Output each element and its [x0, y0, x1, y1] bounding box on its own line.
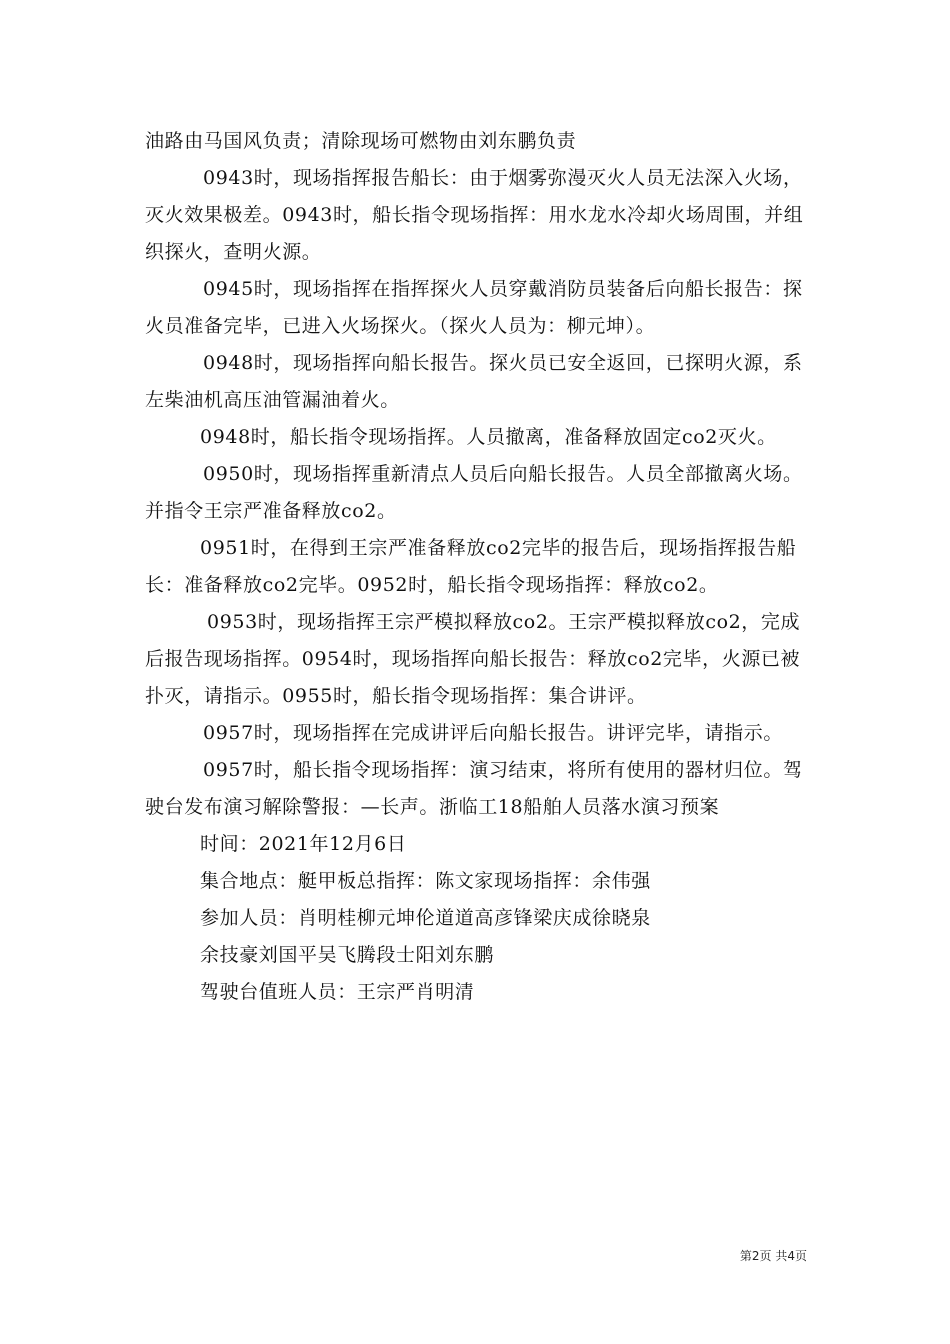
- meta-participants-continued: 余技豪刘国平吴飞腾段士阳刘东鹏: [200, 944, 495, 966]
- meta-participants: 参加人员：肖明桂柳元坤伦道道高彦锋梁庆成徐晓泉: [200, 907, 651, 929]
- paragraph-0945: 0945时，现场指挥在指挥探火人员穿戴消防员装备后向船长报告：探火员准备完毕，已进入火场探火。（探火人员为：柳元坤）。: [145, 278, 803, 337]
- paragraph-0948-report: 0948时，现场指挥向船长报告。探火员已安全返回，已探明火源，系左柴油机高压油管漏油着火。: [145, 352, 803, 411]
- paragraph-0957-order: 0957时，船长指令现场指挥：演习结束，将所有使用的器材归位。驾驶台发布演习解除警报：—长声。浙临工18船舶人员落水演习预案: [145, 759, 803, 818]
- meta-time: 时间：2021年12月6日: [200, 833, 407, 855]
- paragraph-0957-report: 0957时，现场指挥在完成讲评后向船长报告。讲评完毕，请指示。: [203, 722, 783, 744]
- meta-location: 集合地点：艇甲板总指挥：陈文家现场指挥：余伟强: [200, 870, 651, 892]
- paragraph-0951: 0951时，在得到王宗严准备释放co2完毕的报告后，现场指挥报告船长：准备释放co2完毕。0952时，船长指令现场指挥：释放co2。: [145, 537, 797, 596]
- paragraph-0953: 0953时，现场指挥王宗严模拟释放co2。王宗严模拟释放co2，完成后报告现场指挥。0954时，现场指挥向船长报告：释放co2完毕，火源已被扑灭，请指示。0955时，船长指令现场指挥：集合讲评。: [145, 611, 801, 707]
- paragraph-0943: 0943时，现场指挥报告船长：由于烟雾弥漫灭火人员无法深入火场，灭火效果极差。0943时，船长指令现场指挥：用水龙水冷却火场周围，并组织探火，查明火源。: [145, 167, 804, 263]
- paragraph-0950: 0950时，现场指挥重新清点人员后向船长报告。人员全部撤离火场。并指令王宗严准备释放co2。: [145, 463, 803, 522]
- paragraph-0948-order: 0948时，船长指令现场指挥。人员撤离，准备释放固定co2灭火。: [200, 426, 777, 448]
- paragraph-continued: 油路由马国风负责；清除现场可燃物由刘东鹏负责: [145, 130, 577, 152]
- document-body: [145, 123, 810, 1011]
- page-number: 第2页 共4页: [739, 1249, 807, 1263]
- meta-bridge-duty: 驾驶台值班人员：王宗严肖明清: [200, 981, 475, 1003]
